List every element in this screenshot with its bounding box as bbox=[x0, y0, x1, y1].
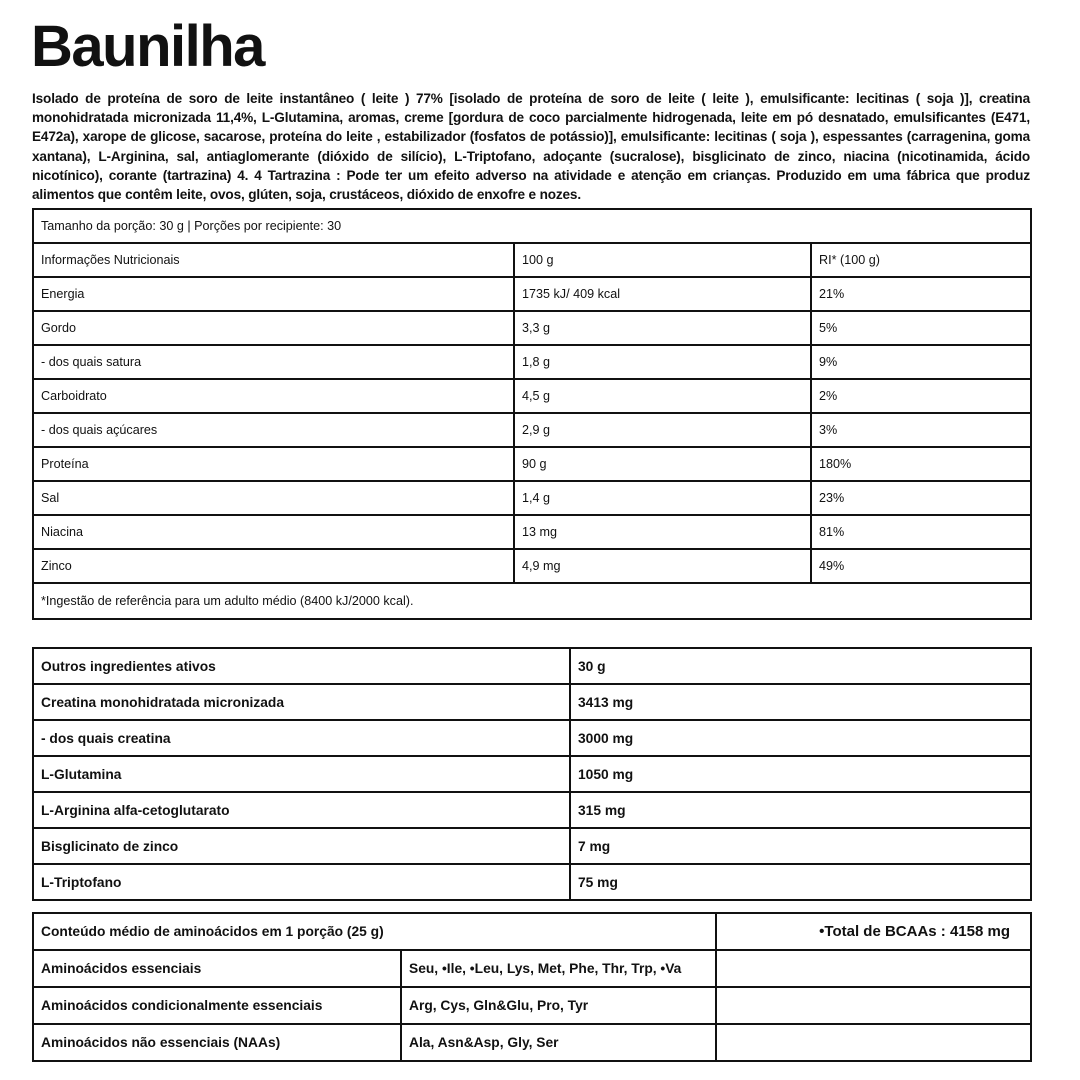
nutrient-amount: 13 mg bbox=[514, 515, 811, 549]
footnote-row bbox=[33, 583, 1031, 619]
serving-info: Tamanho da porção: 30 g | Porções por recipiente: 30 bbox=[33, 209, 1031, 243]
nutrition-row bbox=[33, 481, 1031, 515]
active-name: L-Arginina alfa-cetoglutarato bbox=[33, 792, 570, 828]
nutrient-ri: 21% bbox=[811, 277, 1031, 311]
nutrition-row bbox=[33, 447, 1031, 481]
active-name: L-Triptofano bbox=[33, 864, 570, 900]
header-per-100g: 100 g bbox=[514, 243, 811, 277]
nutrient-name: Zinco bbox=[33, 549, 514, 583]
amino-row bbox=[33, 950, 1031, 987]
nutrient-ri: 5% bbox=[811, 311, 1031, 345]
nutrient-amount: 3,3 g bbox=[514, 311, 811, 345]
serving-row bbox=[33, 209, 1031, 243]
header-ri: RI* (100 g) bbox=[811, 243, 1031, 277]
nutrition-table bbox=[32, 208, 1032, 620]
amino-category: Aminoácidos condicionalmente essenciais bbox=[33, 987, 401, 1024]
active-row bbox=[33, 684, 1031, 720]
nutrient-amount: 4,9 mg bbox=[514, 549, 811, 583]
ri-footnote: *Ingestão de referência para um adulto médio (8400 kJ/2000 kcal). bbox=[33, 583, 1031, 619]
header-nutrient: Informações Nutricionais bbox=[33, 243, 514, 277]
nutrition-row bbox=[33, 277, 1031, 311]
active-row bbox=[33, 756, 1031, 792]
amino-category: Aminoácidos não essenciais (NAAs) bbox=[33, 1024, 401, 1061]
active-amount: 30 g bbox=[570, 648, 1031, 684]
product-title: Baunilha bbox=[31, 14, 264, 79]
nutrient-amount: 1,4 g bbox=[514, 481, 811, 515]
nutrition-row bbox=[33, 379, 1031, 413]
nutrition-row bbox=[33, 515, 1031, 549]
nutrient-ri: 81% bbox=[811, 515, 1031, 549]
nutrient-name: Niacina bbox=[33, 515, 514, 549]
nutrient-name: Energia bbox=[33, 277, 514, 311]
active-name: Outros ingredientes ativos bbox=[33, 648, 570, 684]
active-name: - dos quais creatina bbox=[33, 720, 570, 756]
amino-list: Arg, Cys, Gln&Glu, Pro, Tyr bbox=[401, 987, 716, 1024]
active-name: L-Glutamina bbox=[33, 756, 570, 792]
amino-amount bbox=[716, 987, 1031, 1024]
active-amount: 1050 mg bbox=[570, 756, 1031, 792]
nutrition-row bbox=[33, 345, 1031, 379]
active-amount: 3000 mg bbox=[570, 720, 1031, 756]
nutrient-name: Gordo bbox=[33, 311, 514, 345]
nutrient-amount: 1735 kJ/ 409 kcal bbox=[514, 277, 811, 311]
active-ingredients-table bbox=[32, 647, 1032, 901]
nutrient-ri: 49% bbox=[811, 549, 1031, 583]
nutrient-name: - dos quais açúcares bbox=[33, 413, 514, 447]
nutrient-ri: 2% bbox=[811, 379, 1031, 413]
amino-amount bbox=[716, 1024, 1031, 1061]
amino-acids-table bbox=[32, 912, 1032, 1062]
nutrient-ri: 23% bbox=[811, 481, 1031, 515]
active-row bbox=[33, 864, 1031, 900]
active-amount: 75 mg bbox=[570, 864, 1031, 900]
active-row bbox=[33, 720, 1031, 756]
ingredients-text: Isolado de proteína de soro de leite instantâneo ( leite ) 77% [isolado de proteína de soro de leite ( leite ), emulsificante: lecitinas ( soja )], creatina monohidratada micronizada 11,4%, L-Glutamina, aromas, creme [gordura de coco parcialmente hidrogenada, leite em pó desnatado, emulsificantes (E471, E472a), xarope de glicose, sacarose, proteína do leite , estabilizador (fosfatos de potássio)], emulsificante: lecitinas ( soja ), espessantes (carragenina, goma xantana), L-Arginina, sal, antiaglomerante (dióxido de silício), L-Triptofano, adoçante (sucralose), bisglicinato de zinco, niacina (nicotinamida, ácido nicotínico), corante (tartrazina) 4. 4 Tartrazina : Pode ter um efeito adverso na atividade e atenção em crianças. Produzido em uma fábrica que produz alimentos que contêm leite, ovos, glúten, soja, crustáceos, dióxido de enxofre e nozes. bbox=[32, 91, 1030, 203]
active-row bbox=[33, 648, 1031, 684]
bcaa-total: •Total de BCAAs : 4158 mg bbox=[716, 913, 1031, 950]
nutrient-name: Proteína bbox=[33, 447, 514, 481]
nutrient-name: Carboidrato bbox=[33, 379, 514, 413]
amino-list: Ala, Asn&Asp, Gly, Ser bbox=[401, 1024, 716, 1061]
nutrient-ri: 9% bbox=[811, 345, 1031, 379]
active-name: Creatina monohidratada micronizada bbox=[33, 684, 570, 720]
amino-header: Conteúdo médio de aminoácidos em 1 porção (25 g) bbox=[33, 913, 716, 950]
amino-amount bbox=[716, 950, 1031, 987]
nutrient-name: Sal bbox=[33, 481, 514, 515]
nutrient-amount: 4,5 g bbox=[514, 379, 811, 413]
amino-category: Aminoácidos essenciais bbox=[33, 950, 401, 987]
nutrient-ri: 180% bbox=[811, 447, 1031, 481]
nutrient-name: - dos quais satura bbox=[33, 345, 514, 379]
active-row bbox=[33, 792, 1031, 828]
amino-row bbox=[33, 987, 1031, 1024]
nutrient-amount: 2,9 g bbox=[514, 413, 811, 447]
active-amount: 7 mg bbox=[570, 828, 1031, 864]
amino-row bbox=[33, 1024, 1031, 1061]
nutrition-row bbox=[33, 413, 1031, 447]
nutrient-amount: 90 g bbox=[514, 447, 811, 481]
active-name: Bisglicinato de zinco bbox=[33, 828, 570, 864]
active-amount: 3413 mg bbox=[570, 684, 1031, 720]
active-row bbox=[33, 828, 1031, 864]
nutrition-row bbox=[33, 549, 1031, 583]
nutrition-row bbox=[33, 311, 1031, 345]
amino-header-row bbox=[33, 913, 1031, 950]
nutrient-amount: 1,8 g bbox=[514, 345, 811, 379]
nutrient-ri: 3% bbox=[811, 413, 1031, 447]
active-amount: 315 mg bbox=[570, 792, 1031, 828]
amino-list: Seu, •Ile, •Leu, Lys, Met, Phe, Thr, Trp, •Va bbox=[401, 950, 716, 987]
nutrition-header-row bbox=[33, 243, 1031, 277]
